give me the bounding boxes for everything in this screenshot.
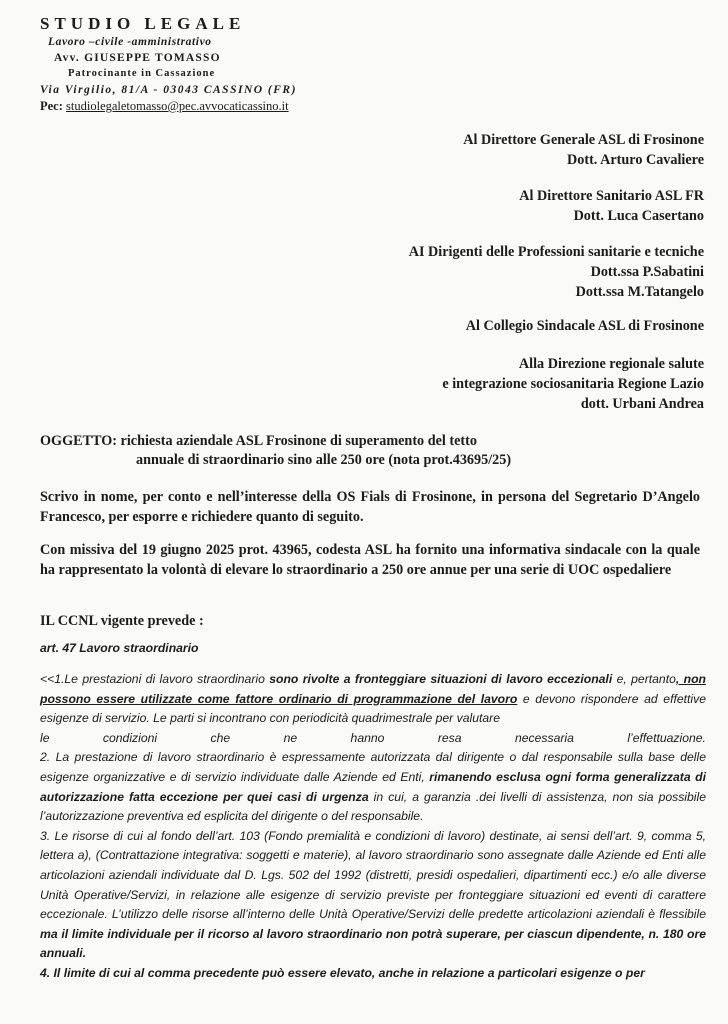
text-run-underlined: , non possono essere utilizzate come fattore ordinario di programmazione del lavoro xyxy=(40,672,706,706)
text-run: 3. Le risorse di cui al fondo dell’art. 103 (Fondo premialità e condizioni di lavoro) destinate, ai sensi dell’art. 9, comma 5, lettera a), (Contrattazione integrativa: soggetti e materie), al lavoro straordinario sono assegnate dalle Aziende ed Enti alle articolazioni aziendali individuate dal D. Lgs. 502 del 1992 (distretti, presidi ospedalieri, dipartimenti ecc.) e/o alle diverse Unità Operative/Servizi, in relazione alle esigenze di servizio previste per fronteggiare situazioni ed eventi di carattere eccezionale. L’utilizzo delle risorse all’interno delle Unità Operative/Servizi delle predette articolazioni aziendali è flessibile xyxy=(40,828,706,922)
pec-address-link[interactable]: studiolegaletomasso@pec.avvocaticassino.it xyxy=(66,99,289,113)
text-run-bold: ma il limite individuale per il ricorso al lavoro straordinario non potrà superare, per ciascun dipendente, n. 180 ore annuali. xyxy=(40,926,706,961)
text-run-bold: 4. Il limite di cui al comma precedente può essere elevato, anche in relazione a particolari esigenze o per xyxy=(40,965,645,980)
word: ne xyxy=(283,730,298,745)
word: le xyxy=(40,730,50,745)
article-comma-1 xyxy=(40,670,706,729)
letterhead-qualification: Patrocinante in Cassazione xyxy=(68,68,216,79)
article-comma-2 xyxy=(40,748,706,826)
letterhead-subtitle: Lavoro –civile -amministrativo xyxy=(48,36,212,48)
recipient-line: Dott. Arturo Cavaliere xyxy=(567,152,704,168)
word: resa xyxy=(437,730,462,745)
justified-line xyxy=(40,729,706,749)
article-comma-3 xyxy=(40,827,706,964)
recipient-line: Alla Direzione regionale salute xyxy=(518,356,704,372)
subject-line-2: annuale di straordinario sino alle 250 ore (nota prot.43695/25) xyxy=(136,452,512,468)
recipient-line: dott. Urbani Andrea xyxy=(580,396,704,412)
article-comma-4 xyxy=(40,964,706,984)
word: che xyxy=(210,730,231,745)
letterhead-address: Via Virgilio, 81/A - 03043 CASSINO (FR) xyxy=(40,84,297,96)
letterhead xyxy=(40,14,297,115)
recipient-line: Al Direttore Sanitario ASL FR xyxy=(519,188,704,204)
word: necessaria xyxy=(514,730,574,745)
subject-line-1: OGGETTO: richiesta aziendale ASL Frosinone di superamento del tetto xyxy=(40,433,477,449)
recipient-line: Al Direttore Generale ASL di Frosinone xyxy=(463,132,704,148)
recipient-line: Dott. Luca Casertano xyxy=(573,208,704,224)
missive-paragraph: Con missiva del 19 giugno 2025 prot. 43965, codesta ASL ha fornito una informativa sindacale con la quale ha rappresentato la volontà di elevare lo straordinario a 250 ore annue per una serie di UOC ospedaliere xyxy=(40,542,700,578)
recipient-line: Dott.ssa M.Tatangelo xyxy=(575,284,704,300)
recipient-line: Dott.ssa P.Sabatini xyxy=(590,264,704,280)
article-heading: art. 47 Lavoro straordinario xyxy=(40,641,199,655)
text-run-bold: sono rivolte a fronteggiare situazioni di lavoro eccezionali xyxy=(269,672,613,686)
letterhead-lawyer: Avv. GIUSEPPE TOMASSO xyxy=(54,52,221,64)
pec-label: Pec: xyxy=(40,99,63,113)
recipient-block xyxy=(442,354,704,414)
subject-block xyxy=(40,432,700,470)
recipient-block xyxy=(463,130,704,170)
word: condizioni xyxy=(102,730,158,745)
letterhead-pec xyxy=(40,98,297,115)
text-run: <<1.Le prestazioni di lavoro straordinario xyxy=(40,672,270,686)
recipient-line: e integrazione sociosanitaria Regione Lazio xyxy=(442,376,704,392)
word: hanno xyxy=(350,730,385,745)
recipient-line: AI Dirigenti delle Professioni sanitarie e tecniche xyxy=(408,244,704,260)
recipient-line: Al Collegio Sindacale ASL di Frosinone xyxy=(465,318,704,334)
article-body xyxy=(40,670,706,984)
word: l’effettuazione. xyxy=(627,730,706,745)
text-run: in cui, a garanzia .dei livelli di assistenza, non sia possibile l’autorizzazione preventiva ed esplicita del dirigente o del responsabile. xyxy=(40,789,706,824)
recipient-block xyxy=(519,186,704,226)
recipient-block xyxy=(409,242,704,302)
recipient-block xyxy=(466,316,704,336)
ccnl-heading: IL CCNL vigente prevede : xyxy=(40,613,204,629)
text-run: 2. La prestazione di lavoro straordinario è espressamente autorizzata dal dirigente o dal responsabile sulla base delle esigenze organizzative e di servizio individuate dalle Aziende ed Enti, xyxy=(40,750,706,784)
text-run-bold: rimanendo esclusa ogni forma generalizzata di autorizzazione fatta eccezione per quei casi di urgenza xyxy=(40,769,707,804)
intro-paragraph: Scrivo in nome, per conto e nell’interesse della OS Fials di Frosinone, in persona del Segretario D’Angelo Francesco, per esporre e richiedere quanto di seguito. xyxy=(40,489,700,525)
letterhead-title: STUDIO LEGALE xyxy=(40,14,246,33)
text-run: e, pertanto xyxy=(612,672,676,686)
text-run: e devono rispondere ad effettive esigenze di servizio. Le parti si incontrano con periodicità quadrimestrale per valutare xyxy=(40,691,706,726)
